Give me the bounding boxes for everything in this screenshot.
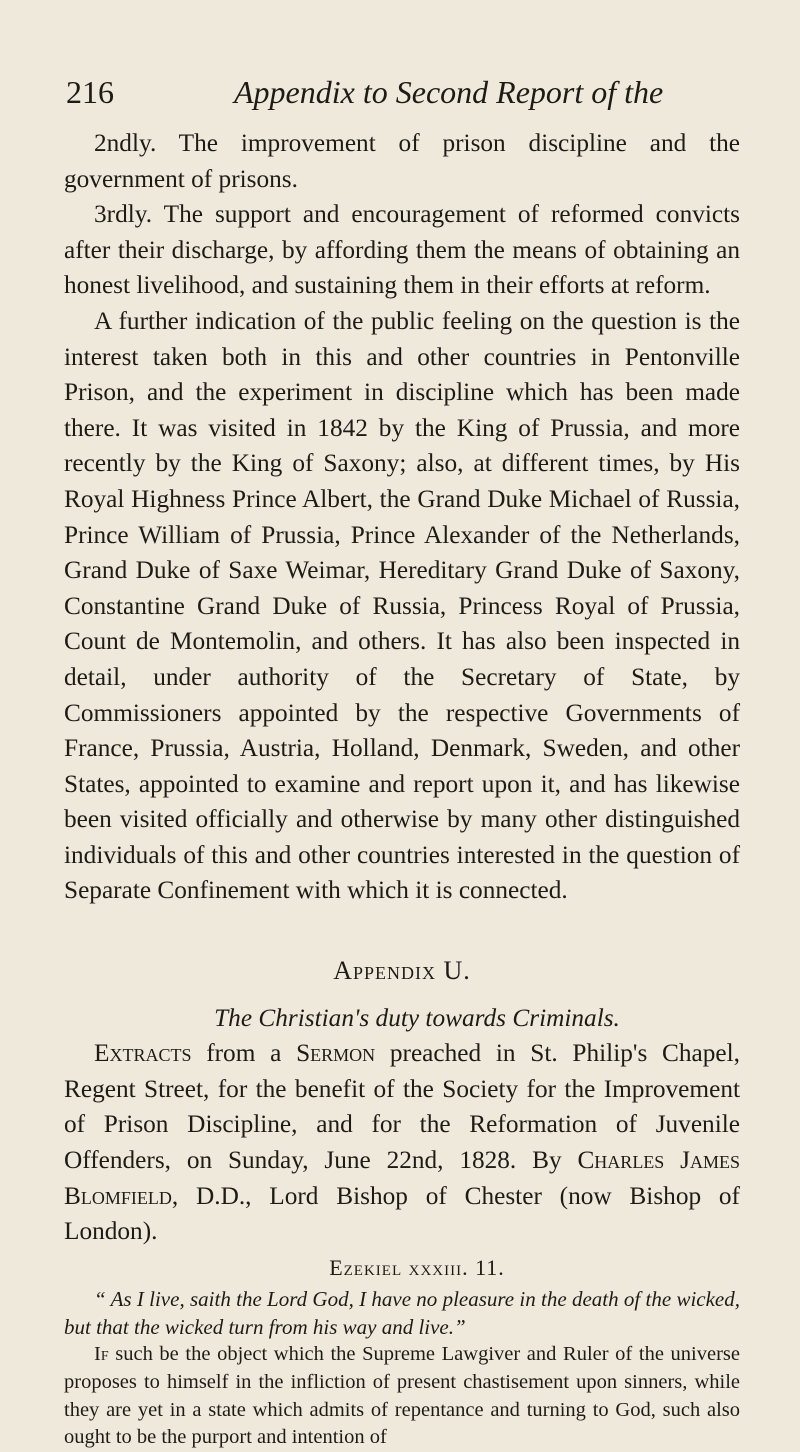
author-name: Charles James Blomfield xyxy=(64,1146,741,1210)
extract-text-1: from a xyxy=(191,1039,297,1068)
appendix-heading: Appendix U. xyxy=(333,956,471,986)
paragraph-secondly: 2ndly. The improvement of prison discipline and the government of prisons. xyxy=(64,129,740,193)
scripture-reference: Ezekiel xxxiii. 11. xyxy=(329,1254,505,1280)
closing-paragraph xyxy=(64,1341,740,1451)
running-header xyxy=(66,72,706,112)
appendix-subtitle: The Christian's duty towards Criminals. xyxy=(214,1003,620,1032)
extract-paragraph xyxy=(64,1036,740,1250)
extracts-word: Extracts xyxy=(94,1039,192,1068)
paragraph-thirdly: 3rdly. The support and encouragement of reformed convicts after their discharge, by affording them the means of obtaining an honest livelihood, and sustaining them in their efforts at reform. xyxy=(64,200,740,300)
sermon-word: Sermon xyxy=(296,1039,376,1068)
running-title: Appendix to Second Report of the xyxy=(234,74,664,110)
closing-first-word: If xyxy=(94,1343,109,1366)
extract-text-3: , D.D., Lord Bishop of Chester (now Bishop of London). xyxy=(64,1181,740,1246)
paragraph-pentonville: A further indication of the public feeling on the question is the interest taken both in this and other countries in Pentonville Prison, and the experiment in discipline which has been made there. It was visited in 1842 by the King of Prussia, and more recently by the King of Saxony; also, at different times, by His Royal Highness Prince Albert, the Grand Duke Michael of Russia, Prince William of Prussia, Prince Alexander of the Netherlands, Grand Duke of Saxe Weimar, Hereditary Grand Duke of Saxony, Constantine Grand Duke of Russia, Princess Royal of Prussia, Count de Montemolin, and others. It has also been inspected in detail, under authority of the Secretary of State, by Commissioners appointed by the respective Governments of France, Prussia, Austria, Holland, Denmark, Sweden, and other States, appointed to examine and report upon it, and has likewise been visited officially and otherwise by many other distinguished individuals of this and other countries interested in the question of Separate Confinement with which it is connected. xyxy=(64,306,740,905)
scripture-quote: “ As I live, saith the Lord God, I have no pleasure in the death of the wicked, but that the wicked turn from his way and live.” xyxy=(64,1287,740,1340)
extract-text-2: preached in St. Philip's Chapel, Regent Street, for the benefit of the Society for the Improvement of Prison Discipline, and for the Reformation of Juvenile Offenders, on Sunday, June 22nd, 1828. By xyxy=(64,1039,740,1175)
body-text xyxy=(64,126,740,1452)
page-number: 216 xyxy=(66,74,114,110)
closing-text: such be the object which the Supreme Lawgiver and Ruler of the universe proposes to himself in the infliction of present chastisement upon sinners, while they are yet in a state which admits of repentance and turning to God, such also ought to be the purport and intention of xyxy=(64,1343,740,1449)
